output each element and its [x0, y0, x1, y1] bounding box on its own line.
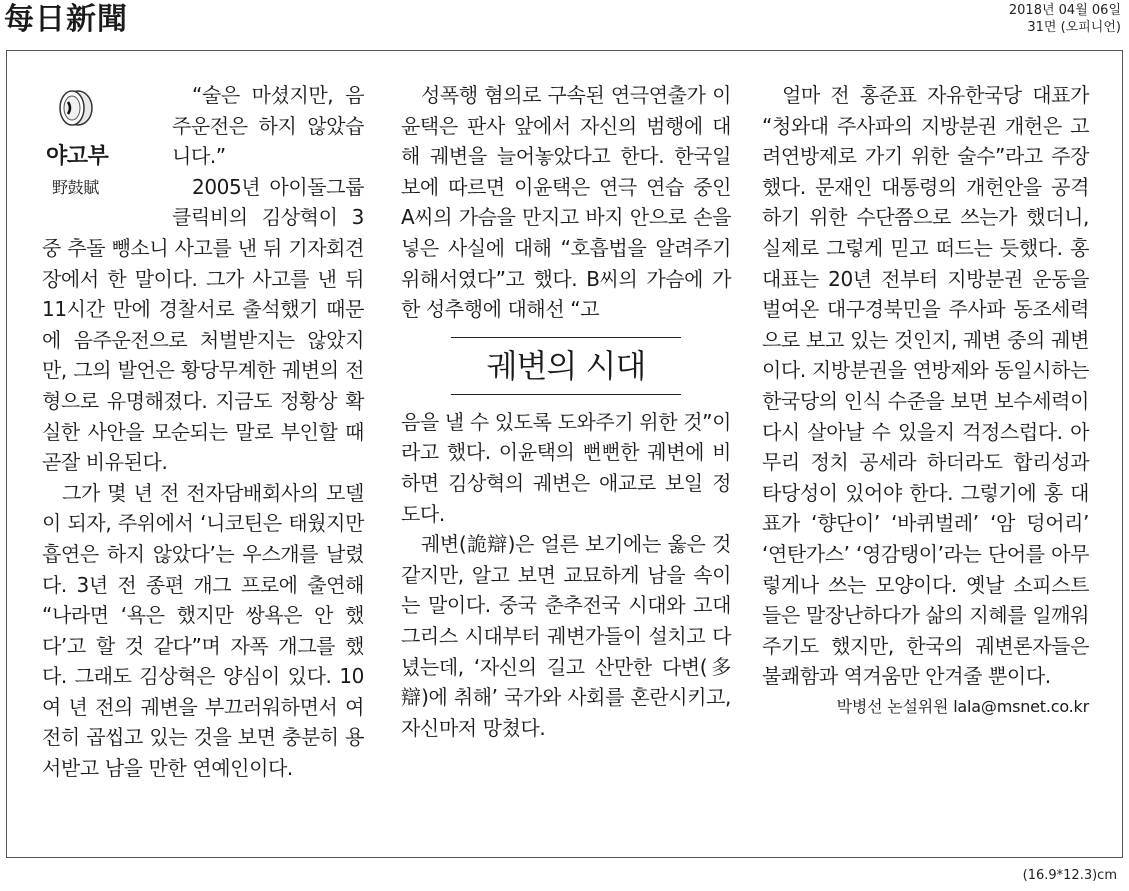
article-column-1 [42, 80, 364, 784]
page-section: 31면 (오피니언) [1027, 20, 1121, 35]
column-badge [42, 80, 172, 203]
article-paragraph: 얼마 전 홍준표 자유한국당 대표가 “청와대 주사파의 지방분권 개헌은 고려연방제로 가기 위한 술수”라고 주장했다. 문재인 대통령의 개헌안을 공격하기 위한 수단쯤으로 쓰는가 했더니, 실제로 그렇게 믿고 떠드는 듯했다. 홍 대표는 20년 전부터 지방분권 운동을 벌여온 대구경북민을 주사파 동조세력으로 보고 있는 것인지, 궤변 중의 궤변이다. 지방분권을 연방제와 동일시하는 한국당의 인식 수준을 보면 보수세력이 다시 살아날 수 있을지 걱정스럽다. 아무리 정치 공세라 하더라도 합리성과 타당성이 있어야 한다. 그렇기에 홍 대표가 ‘향단이’ ‘바퀴벌레’ ‘암 덩어리’ ‘연탄가스’ ‘영감탱이’라는 단어를 아무렇게나 쓰는 모양이다. 옛날 소피스트들은 말장난하다가 삶의 지혜를 일깨워주기도 했지만, 한국의 궤변론자들은 불쾌함과 역겨움만 안겨줄 뿐이다. [762, 83, 1089, 689]
article-paragraph: “술은 마셨지만, 음주운전은 하지 않았습니다.” [172, 83, 364, 169]
column-series-title: 야고부 [46, 144, 109, 169]
article-paragraph: 성폭행 혐의로 구속된 연극연출가 이윤택은 판사 앞에서 자신의 범행에 대해 궤변을 늘어놓았다고 한다. 한국일보에 따르면 이윤택은 연극 연습 중인 A씨의 가슴을 만지고 바지 안으로 손을 넣은 사실에 대해 “호흡법을 알려주기 위해서였다”고 했다. B씨의 가슴에 가한 성추행에 대해선 “고 [401, 83, 731, 322]
article-headline: 궤변의 시대 [486, 346, 646, 385]
article-paragraph: 그가 몇 년 전 전자담배회사의 모델이 되자, 주위에서 ‘니코틴은 태웠지만 흡연은 하지 않았다’는 우스개를 날렸다. 3년 전 종편 개그 프로에 출연해 “나라면 ‘욕은 했지만 쌍욕은 안 했다’고 할 것 같다”며 자폭 개그를 했다. 그래도 김상혁은 양심이 있다. 10여 년 전의 궤변을 부끄러워하면서 여전히 곱씹고 있는 것을 보면 충분히 용서받고 남을 만한 연예인이다. [42, 480, 364, 781]
dateline [1009, 2, 1121, 36]
article-column-3 [762, 80, 1089, 722]
article-paragraph: 음을 낼 수 있도록 도와주기 위한 것”이라고 했다. 이윤택의 뻔뻔한 궤변에 비하면 김상혁의 궤변은 애교로 보일 정도다. [401, 409, 731, 526]
article-column-2 [401, 80, 731, 743]
article-paragraph: 2005년 아이돌그룹 클릭비의 김상혁이 3중 추돌 뺑소니 사고를 낸 뒤 기자회견장에서 한 말이다. 그가 사고를 낸 뒤 11시간 만에 경찰서로 출석했기 때문에 음주운전으로 처벌받지는 않았지만, 그의 발언은 황당무계한 궤변의 전형으로 유명해졌다. 지금도 정황상 확실한 사안을 모순되는 말로 부인할 때 곧잘 비유된다. [42, 174, 364, 475]
article-size-note: (16.9*12.3)cm [1022, 868, 1117, 883]
author-byline: 박병선 논설위원 lala@msnet.co.kr [836, 696, 1089, 716]
column-series-hanja: 野鼓賦 [52, 178, 99, 197]
publish-date: 2018년 04월 06일 [1008, 3, 1121, 18]
article-paragraph: 궤변(詭辯)은 얼른 보기에는 옳은 것 같지만, 알고 보면 교묘하게 남을 속이는 말이다. 중국 춘추전국 시대와 고대 그리스 시대부터 궤변가들이 설치고 다녔는데, ‘자신의 길고 산만한 다변(多辯)에 취해’ 국가와 사회를 혼란시키고, 자신마저 망쳤다. [401, 532, 731, 740]
newspaper-masthead: 每日新聞 [4, 2, 128, 37]
headline-rule-bottom [451, 394, 681, 395]
drum-icon [56, 88, 96, 128]
